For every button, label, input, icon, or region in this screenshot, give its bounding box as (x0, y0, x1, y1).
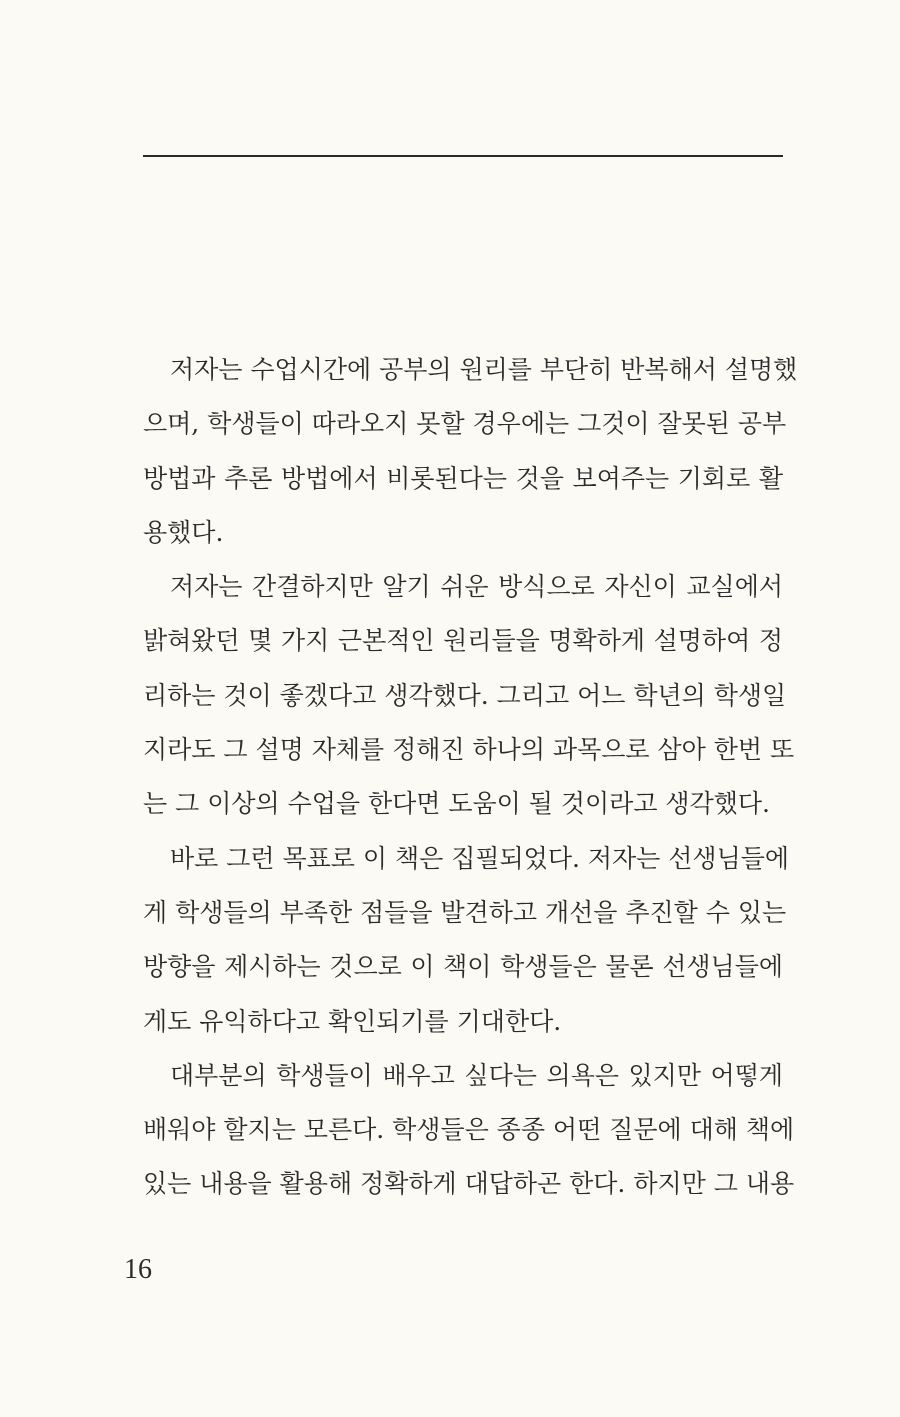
paragraph-1-line-4: 용했다. (143, 517, 224, 547)
paragraph-4-line-1: 대부분의 학생들이 배우고 싶다는 의욕은 있지만 어떻게 (170, 1060, 783, 1090)
paragraph-2-line-3: 리하는 것이 좋겠다고 생각했다. 그리고 어느 학년의 학생일 (143, 680, 787, 710)
header-rule (143, 155, 783, 157)
paragraph-2-line-2: 밝혀왔던 몇 가지 근본적인 원리들을 명확하게 설명하여 정 (143, 626, 783, 656)
paragraph-3-line-3: 방향을 제시하는 것으로 이 책이 학생들은 물론 선생님들에 (143, 952, 783, 982)
body-text (143, 343, 798, 1212)
paragraph-3-line-4: 게도 유익하다고 확인되기를 기대한다. (143, 1006, 562, 1036)
paragraph-1-line-3: 방법과 추론 방법에서 비롯된다는 것을 보여주는 기회로 활 (143, 463, 783, 493)
page-number: 16 (124, 1254, 152, 1285)
paragraph-2-line-1: 저자는 간결하지만 알기 쉬운 방식으로 자신이 교실에서 (170, 572, 783, 602)
paragraph-3-line-2: 게 학생들의 부족한 점들을 발견하고 개선을 추진할 수 있는 (143, 897, 787, 927)
paragraph-3-line-1: 바로 그런 목표로 이 책은 집필되었다. 저자는 선생님들에 (170, 843, 790, 873)
paragraph-2-line-4: 지라도 그 설명 자체를 정해진 하나의 과목으로 삼아 한번 또 (143, 735, 795, 765)
paragraph-1-line-2: 으며, 학생들이 따라오지 못할 경우에는 그것이 잘못된 공부 (143, 409, 787, 439)
paragraph-4-line-3: 있는 내용을 활용해 정확하게 대답하곤 한다. 하지만 그 내용 (143, 1169, 795, 1199)
paragraph-4-line-2: 배워야 할지는 모른다. 학생들은 종종 어떤 질문에 대해 책에 (143, 1115, 795, 1145)
paragraph-2-line-5: 는 그 이상의 수업을 한다면 도움이 될 것이라고 생각했다. (143, 789, 770, 819)
paragraph-1-line-1: 저자는 수업시간에 공부의 원리를 부단히 반복해서 설명했 (170, 355, 798, 384)
